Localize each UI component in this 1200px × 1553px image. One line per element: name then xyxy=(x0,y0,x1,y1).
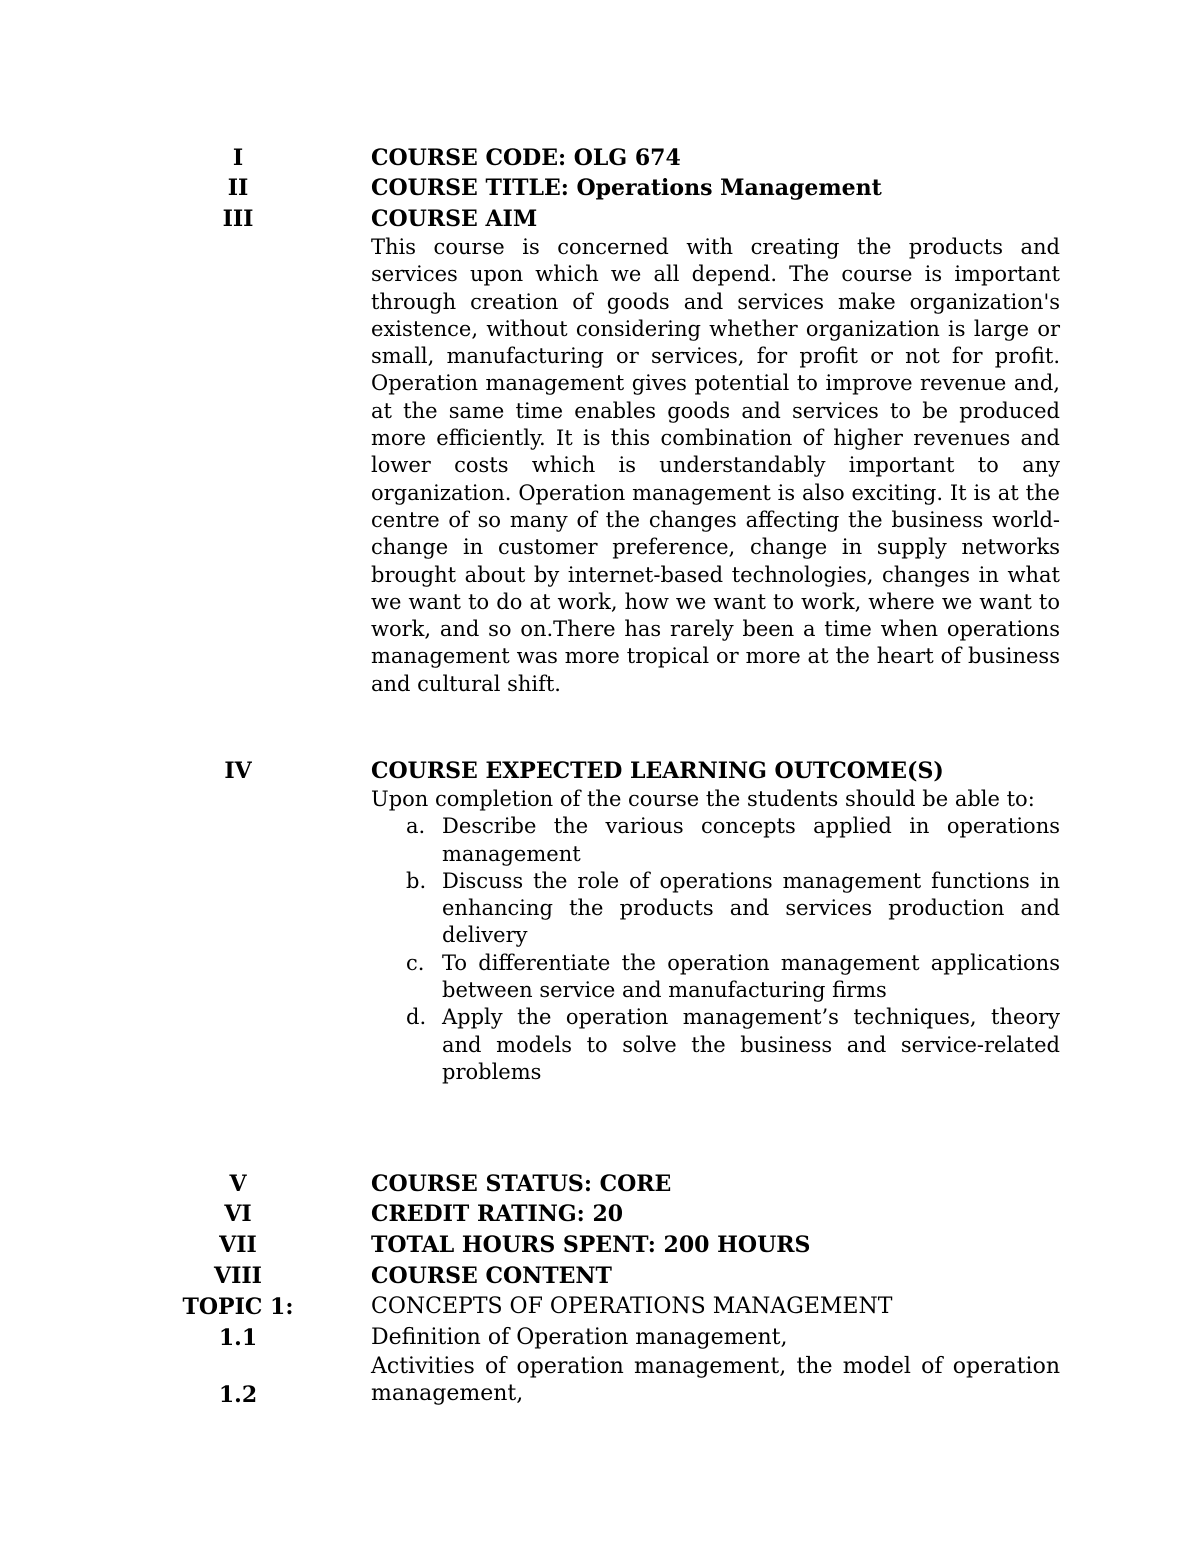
list-marker: b. xyxy=(406,868,427,893)
list-item-text: Apply the operation management’s techniques, theory and models to solve the business and service-related problems xyxy=(442,1005,1060,1084)
course-code-heading: COURSE CODE: OLG 674 xyxy=(371,145,681,171)
list-item xyxy=(371,1004,1060,1086)
list-item-text: Discuss the role of operations management functions in enhancing the products and services production and delivery xyxy=(442,868,1060,948)
section-number: VII xyxy=(219,1232,257,1258)
course-aim-block xyxy=(371,204,1060,698)
section-number: V xyxy=(229,1171,247,1197)
topic-label: TOPIC 1: xyxy=(182,1294,294,1320)
section-number: VI xyxy=(224,1201,252,1227)
course-aim-text: This course is concerned with creating the products and services upon which we all depend. The course is important through creation of goods and services make organization's existence, without considering whether organization is large or small, manufacturing or services, for profit or not for profit. Operation management gives potential to improve revenue and, at the same time enables goods and services to be produced more efficiently. It is this combination of higher revenues and lower costs which is understandably important to any organization. Operation management is also exciting. It is at the centre of so many of the changes affecting the business world- change in customer preference, change in supply networks brought about by internet-based technologies, changes in what we want to do at work, how we want to work, where we want to work, and so on.There has rarely been a time when operations management was more tropical or more at the heart of business and cultural shift. xyxy=(371,235,1060,696)
list-marker: d. xyxy=(406,1005,427,1030)
section-number: III xyxy=(222,206,254,232)
section-number: VIII xyxy=(214,1263,262,1289)
list-item-text: To differentiate the operation management applications between service and manufacturing firms xyxy=(442,950,1060,1003)
subtopic-number: 1.2 xyxy=(218,1382,258,1408)
course-status-heading: COURSE STATUS: CORE xyxy=(371,1171,672,1197)
section-number: IV xyxy=(224,758,252,784)
list-marker: c. xyxy=(406,950,425,975)
topic-title: CONCEPTS OF OPERATIONS MANAGEMENT xyxy=(371,1294,893,1319)
subtopic-text: Definition of Operation management, xyxy=(371,1325,788,1350)
list-item-text: Describe the various concepts applied in operations management xyxy=(442,814,1060,866)
learning-outcomes-list xyxy=(371,813,1060,1086)
list-marker: a. xyxy=(406,814,426,839)
list-item xyxy=(371,868,1060,950)
list-item xyxy=(371,950,1060,1005)
course-content-heading: COURSE CONTENT xyxy=(371,1263,612,1289)
course-aim-heading: COURSE AIM xyxy=(371,206,538,232)
section-number: II xyxy=(227,175,249,201)
learning-outcomes-heading: COURSE EXPECTED LEARNING OUTCOME(S) xyxy=(371,758,944,784)
subtopic-number: 1.1 xyxy=(218,1325,258,1351)
learning-outcomes-block xyxy=(371,756,1060,1086)
learning-outcomes-intro: Upon completion of the course the students should be able to: xyxy=(371,787,1035,811)
credit-rating-heading: CREDIT RATING: 20 xyxy=(371,1201,624,1227)
section-number: I xyxy=(232,145,244,171)
total-hours-heading: TOTAL HOURS SPENT: 200 HOURS xyxy=(371,1232,811,1258)
course-title-heading: COURSE TITLE: Operations Management xyxy=(371,175,882,201)
list-item xyxy=(371,813,1060,868)
subtopic-text: Activities of operation management, the model of operation management, xyxy=(371,1354,1060,1406)
